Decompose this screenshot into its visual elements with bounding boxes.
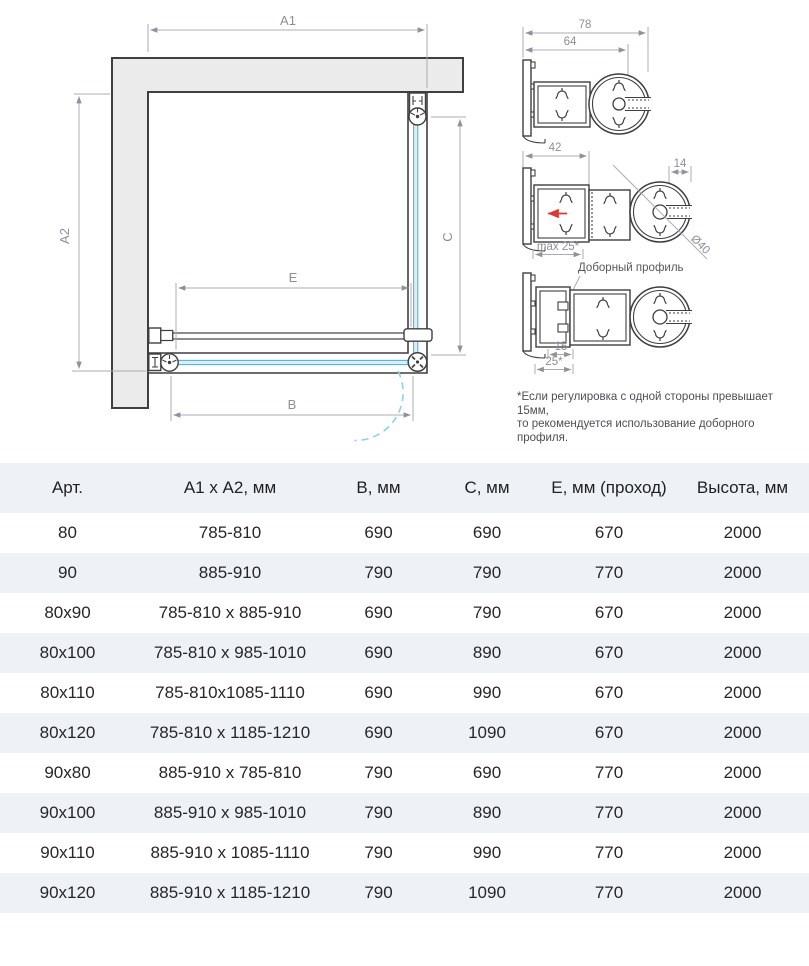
dim-label-78: 78	[578, 19, 592, 31]
table-cell: 2000	[723, 723, 762, 742]
table-cell: 770	[594, 763, 624, 782]
table-cell: 670	[594, 643, 624, 662]
profile-section-middle	[523, 142, 712, 259]
dim-label-64: 64	[563, 36, 577, 48]
table-cell: 80х120	[39, 723, 96, 742]
dim-label-14: 14	[673, 158, 687, 170]
dimension-c	[431, 117, 466, 355]
table-cell: 2000	[723, 843, 762, 862]
dim-label-a2: A2	[57, 228, 72, 244]
table-cell: 990	[472, 843, 502, 862]
table-cell: 670	[594, 683, 624, 702]
dimension-25	[535, 356, 573, 374]
table-cell: 885-910	[198, 563, 262, 582]
door-swing-arc	[355, 371, 404, 441]
col-header-c: С, мм	[464, 478, 510, 497]
profile-body	[534, 82, 590, 127]
table-cell: 785-810	[198, 523, 262, 542]
table-cell: 80х110	[40, 683, 95, 702]
table-cell: 885-910 х 985-1010	[153, 803, 307, 822]
table-cell: 670	[594, 523, 624, 542]
table-cell: 785-810 х 1185-1210	[149, 723, 311, 742]
profile-section-top	[523, 19, 651, 143]
table-row	[0, 713, 809, 753]
table-cell: 690	[472, 763, 502, 782]
table-cell: 790	[472, 563, 502, 582]
table-row	[0, 553, 809, 593]
table-cell: 670	[594, 603, 624, 622]
table-cell: 790	[364, 883, 393, 902]
table-row	[0, 793, 809, 833]
table-cell: 2000	[723, 803, 762, 822]
table-header-row	[0, 463, 809, 513]
telescopic-section	[589, 190, 630, 240]
table-cell: 1090	[468, 883, 506, 902]
table-row	[0, 633, 809, 673]
table-cell: 2000	[723, 643, 762, 662]
glass-side-panel	[414, 125, 418, 362]
dim-label-e: E	[288, 270, 298, 285]
table-cell: 90х110	[40, 843, 95, 862]
round-pivot-profile	[589, 74, 651, 134]
table-cell: 690	[364, 683, 393, 702]
max-angle-callout	[533, 241, 583, 259]
table-row	[0, 873, 809, 913]
table-cell: 770	[594, 803, 624, 822]
left-wall-profile	[149, 354, 178, 371]
glass-front-panel	[177, 360, 415, 364]
footnote	[517, 391, 785, 445]
dim-label-c: C	[440, 232, 455, 242]
table-cell: 790	[364, 843, 393, 862]
table-cell: 885-910 х 1085-1110	[150, 843, 310, 862]
table-cell: 790	[364, 563, 393, 582]
table-cell: 790	[364, 803, 393, 822]
dimension-b	[171, 376, 413, 421]
table-cell: 790	[364, 763, 393, 782]
table-cell: 770	[594, 883, 624, 902]
extension-profile	[536, 287, 570, 347]
table-cell: 890	[472, 803, 502, 822]
dim-label-a1: A1	[280, 13, 296, 28]
footnote-line-1: *Если регулировка с одной стороны превышает 15мм,	[517, 391, 773, 417]
glass-panel-frame	[148, 92, 427, 373]
corner-pivot-hinge	[408, 353, 427, 372]
support-bar	[149, 328, 432, 343]
table-row	[0, 593, 809, 633]
table-cell: 1090	[468, 723, 506, 742]
table-row	[0, 753, 809, 793]
table-cell: 2000	[723, 523, 762, 542]
dim-label-15: 15	[554, 341, 568, 353]
profile-cross-sections	[500, 0, 809, 395]
table-cell: 785-810 х 885-910	[158, 603, 302, 622]
dim-label-max25: max 25*	[536, 241, 580, 253]
table-row	[0, 513, 809, 553]
extension-profile-label: Доборный профиль	[578, 262, 684, 274]
size-spec-table	[0, 455, 809, 913]
dim-label-diameter: Ø40	[688, 232, 713, 257]
table-cell: 990	[472, 683, 502, 702]
table-cell: 770	[594, 843, 624, 862]
table-cell: 690	[364, 603, 393, 622]
table-cell: 2000	[723, 883, 762, 902]
table-cell: 670	[594, 723, 624, 742]
table-cell: 80х90	[44, 603, 91, 622]
table-cell: 785-810 х 985-1010	[153, 643, 307, 662]
table-cell: 885-910 х 1185-1210	[149, 883, 311, 902]
dim-label-42: 42	[548, 142, 562, 154]
table-cell: 890	[472, 643, 502, 662]
col-header-a1a2: А1 х А2, мм	[183, 478, 277, 497]
dim-label-25: 25*	[545, 356, 563, 368]
table-cell: 690	[364, 523, 393, 542]
col-header-e: Е, мм (проход)	[551, 478, 667, 497]
table-cell: 80	[58, 523, 77, 542]
top-wall-profile	[409, 93, 426, 125]
col-header-height: Высота, мм	[696, 478, 789, 497]
table-cell: 90	[58, 563, 77, 582]
bar-glass-clamp	[404, 329, 432, 341]
table-cell: 885-910 х 785-810	[158, 763, 302, 782]
table-cell: 690	[364, 723, 393, 742]
table-cell: 90х100	[39, 803, 96, 822]
profile-body	[570, 290, 630, 345]
round-pivot-profile	[630, 287, 692, 347]
table-row	[0, 833, 809, 873]
dim-label-b: B	[287, 397, 297, 412]
table-cell: 90х120	[39, 883, 96, 902]
table-cell: 690	[472, 523, 502, 542]
table-cell: 2000	[723, 563, 762, 582]
table-cell: 770	[594, 563, 624, 582]
table-cell: 80х100	[39, 643, 96, 662]
col-header-b: В, мм	[356, 478, 401, 497]
table-cell: 2000	[723, 763, 762, 782]
table-cell: 785-810х1085-1110	[155, 683, 305, 702]
shower-enclosure-top-view-diagram	[0, 0, 500, 460]
footnote-line-2: то рекомендуется использование доборного профиля.	[517, 418, 755, 444]
col-header-art: Арт.	[51, 478, 84, 497]
table-body	[0, 513, 809, 913]
table-cell: 690	[364, 643, 393, 662]
table-cell: 2000	[723, 683, 762, 702]
profile-section-bottom	[523, 262, 692, 374]
table-cell: 90х80	[44, 763, 91, 782]
table-cell: 2000	[723, 603, 762, 622]
table-row	[0, 673, 809, 713]
profile-body	[534, 185, 589, 242]
table-cell: 790	[472, 603, 502, 622]
